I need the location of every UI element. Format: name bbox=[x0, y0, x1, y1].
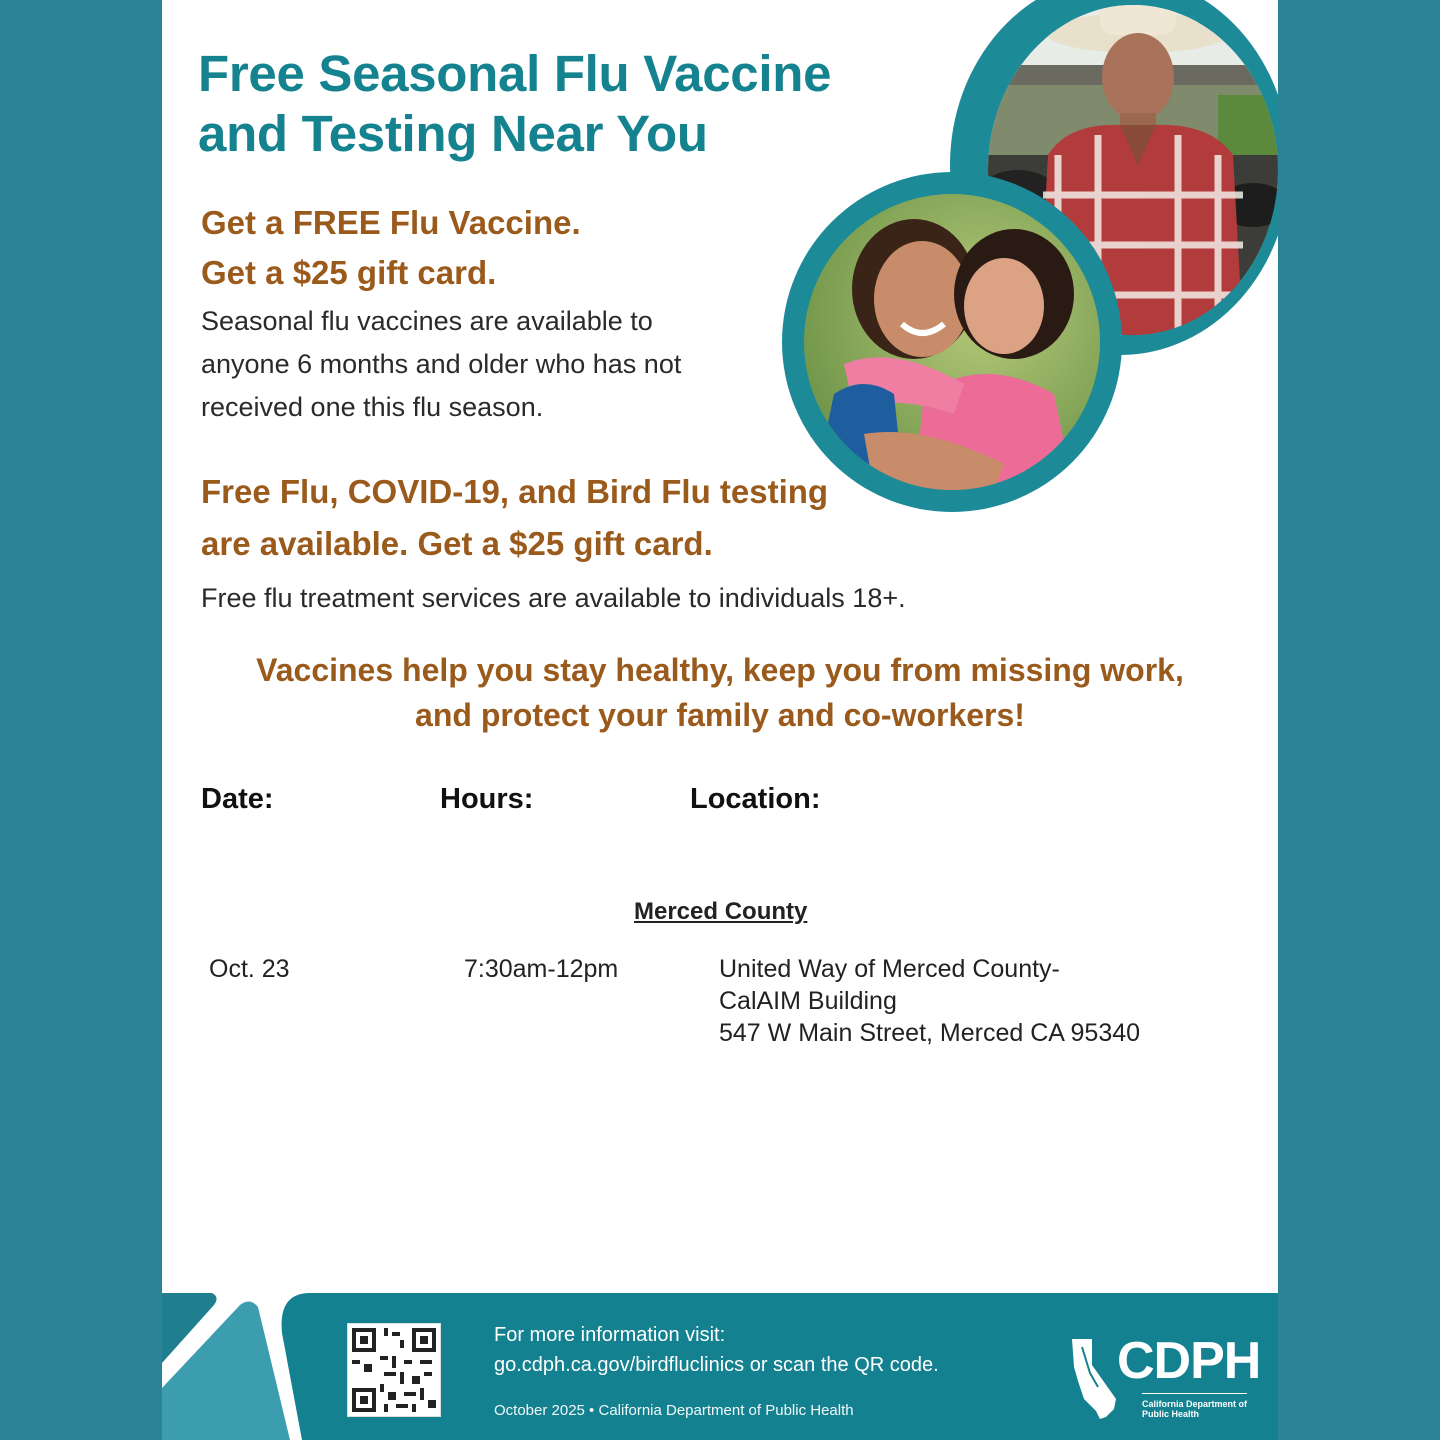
testing-offer-line-1: Free Flu, COVID-19, and Bird Flu testing bbox=[201, 473, 829, 510]
tagline-line-2: and protect your family and co-workers! bbox=[415, 697, 1025, 733]
hours-label: Hours: bbox=[440, 783, 534, 815]
logo-divider bbox=[1142, 1393, 1247, 1394]
title-line-1: Free Seasonal Flu Vaccine bbox=[198, 45, 832, 102]
testing-offer-heading bbox=[201, 466, 828, 570]
testing-offer-line-2: are available. Get a $25 gift card. bbox=[201, 525, 713, 562]
vaccine-desc-line-3: received one this flu season. bbox=[201, 392, 544, 422]
vaccine-offer-line-1: Get a FREE Flu Vaccine. bbox=[201, 204, 581, 241]
treatment-text: Free flu treatment services are available to individuals 18+. bbox=[201, 583, 906, 613]
flyer-title bbox=[198, 44, 831, 164]
cdph-logo-subtitle bbox=[1142, 1399, 1252, 1419]
family-photo bbox=[804, 194, 1100, 490]
cdph-logo-text: CDPH bbox=[1117, 1332, 1261, 1390]
tagline-line-1: Vaccines help you stay healthy, keep you from missing work, bbox=[256, 652, 1184, 688]
tagline bbox=[162, 648, 1278, 738]
location-line-1: United Way of Merced County- bbox=[719, 955, 1060, 983]
vaccine-offer-line-2: Get a $25 gift card. bbox=[201, 254, 497, 291]
footer-banner bbox=[162, 1293, 1278, 1440]
event-hours-text: 7:30am-12pm bbox=[464, 955, 619, 983]
footer-date-credit: October 2025 • California Department of Public Health bbox=[494, 1402, 854, 1419]
vaccine-offer-heading bbox=[201, 198, 581, 298]
event-date-text: Oct. 23 bbox=[209, 955, 290, 983]
qr-code-icon[interactable] bbox=[347, 1323, 441, 1417]
logo-sub-line-2: Public Health bbox=[1142, 1409, 1200, 1419]
county-heading: Merced County bbox=[634, 898, 808, 925]
footer-info-label: For more information visit: bbox=[494, 1324, 726, 1346]
vaccine-desc-line-2: anyone 6 months and older who has not bbox=[201, 349, 682, 379]
family-photo-frame bbox=[782, 172, 1122, 512]
event-location bbox=[719, 953, 1140, 1049]
logo-sub-line-1: California Department of bbox=[1142, 1399, 1248, 1409]
california-state-icon bbox=[1070, 1337, 1120, 1422]
flyer-page bbox=[162, 0, 1278, 1440]
date-label: Date: bbox=[201, 783, 274, 815]
vaccine-description bbox=[201, 300, 681, 429]
location-line-3: 547 W Main Street, Merced CA 95340 bbox=[719, 1019, 1141, 1047]
title-line-2: and Testing Near You bbox=[198, 105, 708, 162]
location-line-2: CalAIM Building bbox=[719, 987, 897, 1015]
location-label: Location: bbox=[690, 783, 821, 815]
footer-info-url[interactable]: go.cdph.ca.gov/birdfluclinics or scan the QR code. bbox=[494, 1354, 939, 1376]
event-date bbox=[209, 953, 290, 985]
vaccine-desc-line-1: Seasonal flu vaccines are available to bbox=[201, 306, 653, 336]
event-hours bbox=[464, 953, 618, 985]
